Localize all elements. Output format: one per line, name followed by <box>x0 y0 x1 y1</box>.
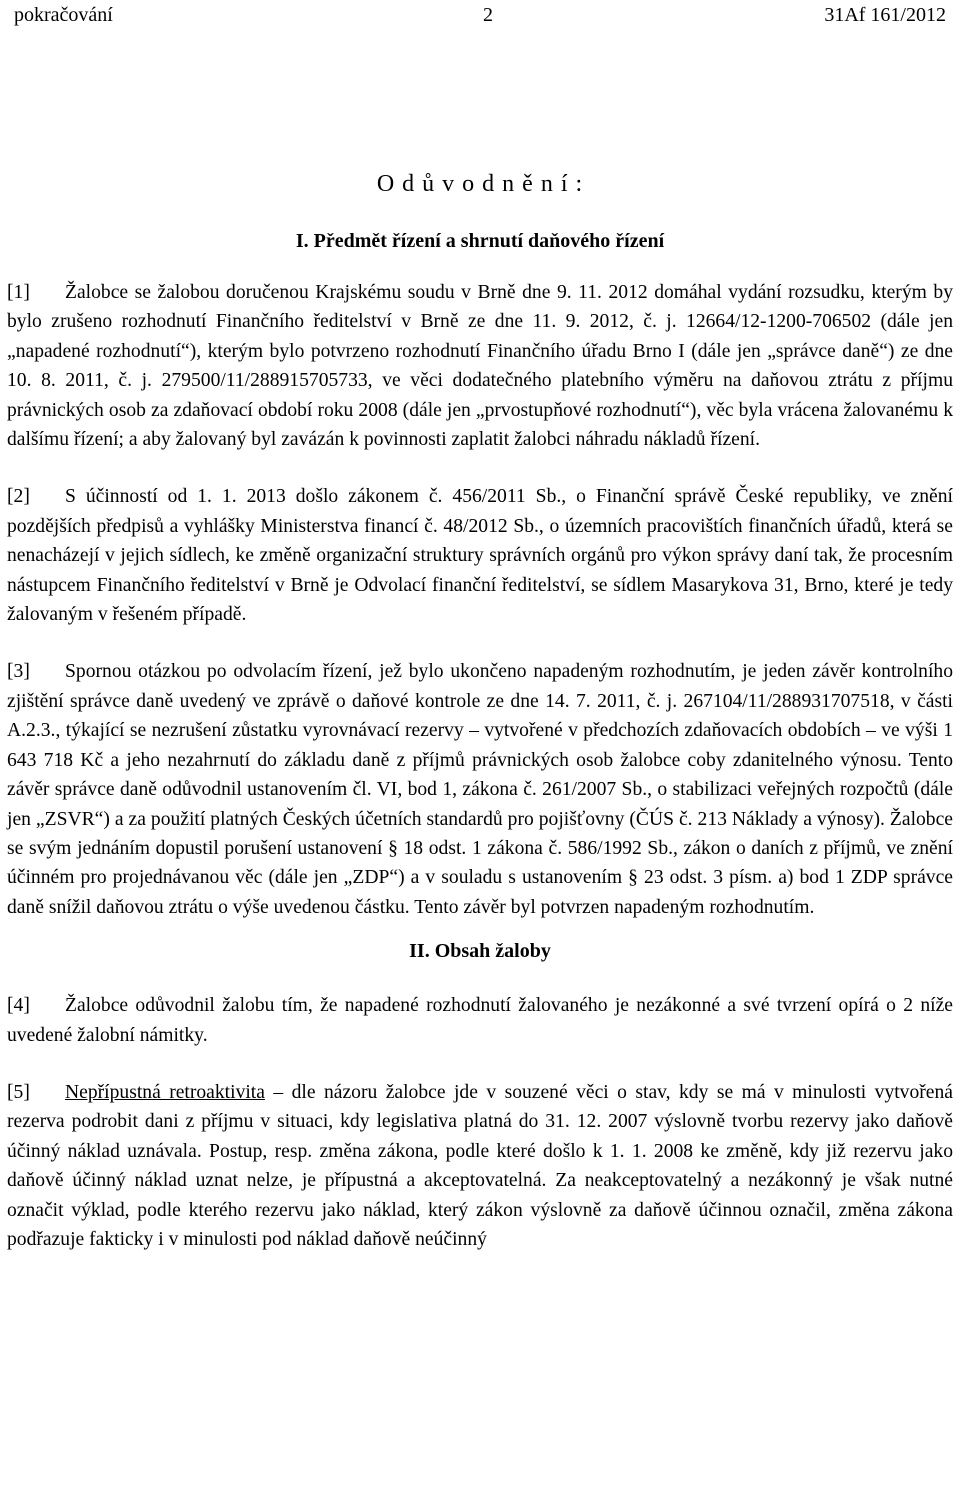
section-heading-II: II. Obsah žaloby <box>409 940 551 963</box>
paragraph-number: [5] <box>7 1081 30 1103</box>
section-heading-I: I. Předmět řízení a shrnutí daňového řízení <box>295 230 665 252</box>
header-case-number: 31Af 161/2012 <box>824 4 946 26</box>
section-title-reasoning: O d ů v o d n ě n í : <box>376 171 584 197</box>
paragraph-5 <box>7 1078 953 1254</box>
paragraph-1 <box>7 278 953 454</box>
paragraph-number: [3] <box>7 661 30 683</box>
paragraph-text: S účinností od 1. 1. 2013 došlo zákonem č. 456/2011 Sb., o Finanční správě České republiky, ve znění pozdějších předpisů a vyhlášky Ministerstva financí č. 48/2012 Sb., o územních pracovištích finančních úřadů, která se nenacházejí v jejich sídlech, ke změně organizační struktury správních orgánů pro výkon správy daní tak, že procesním nástupcem Finančního ředitelství v Brně je Odvolací finanční ředitelství, se sídlem Masarykova 31, Brno, které je tedy žalovaným v řešeném případě. <box>7 486 953 626</box>
paragraph-number: [4] <box>7 995 30 1017</box>
header-page-number: 2 <box>483 4 493 26</box>
paragraph-2 <box>7 482 953 629</box>
paragraph-4 <box>7 991 953 1050</box>
paragraph-number: [1] <box>7 282 30 303</box>
paragraph-text: Žalobce se žalobou doručenou Krajskému soudu v Brně dne 9. 11. 2012 domáhal vydání rozsudku, kterým by bylo zrušeno rozhodnutí Finančního ředitelství v Brně ze dne 11. 9. 2012, č. j. 12664/12-1200-706502 (dále jen „napadené rozhodnutí“), kterým bylo potvrzeno rozhodnutí Finančního úřadu Brno I (dále jen „správce daně“) ze dne 10. 8. 2011, č. j. 279500/11/288915705733, ve věci dodatečného platebního výměru na daňovou ztrátu z příjmu právnických osob za zdaňovací období roku 2008 (dále jen „prvostupňové rozhodnutí“), věc byla vrácena žalovanému k dalšímu řízení; a aby žalovaný byl zavázán k povinnosti zaplatit žalobci náhradu nákladů řízení. <box>7 282 953 451</box>
paragraph-text: – dle názoru žalobce jde v souzené věci o stav, kdy se má v minulosti vytvořená rezerva podrobit dani z příjmu v situaci, kdy legislativa platná do 31. 12. 2007 výslovně tvorbu rezervy jako daňově účinný náklad uznávala. Postup, resp. změna zákona, podle které došlo k 1. 1. 2008 ke změně, kdy již rezervu jako daňově účinný náklad uznat nelze, je přípustná a akceptovatelná. Za neakceptovatelný a nezákonný je však nutné označit výklad, podle kterého rezervu jako náklad, který zákon výslovně za daňově účinnou označil, změna zákona podřazuje fakticky i v minulosti pod náklad daňově neúčinný <box>7 1081 953 1250</box>
page-header <box>7 0 953 32</box>
paragraph-text: Žalobce odůvodnil žalobu tím, že napadené rozhodnutí žalovaného je nezákonné a své tvrzení opírá o 2 níže uvedené žalobní námitky. <box>7 995 953 1046</box>
paragraph-number: [2] <box>7 486 30 508</box>
underlined-term: Nepřípustná retroaktivita <box>65 1081 265 1103</box>
paragraph-3 <box>7 657 953 922</box>
header-continuation: pokračování <box>14 4 113 26</box>
paragraph-text: Spornou otázkou po odvolacím řízení, jež bylo ukončeno napadeným rozhodnutím, je jeden závěr kontrolního zjištění správce daně uvedený ve zprávě o daňové kontrole ze dne 14. 7. 2011, č. j. 267104/11/288931707518, v části A.2.3., týkající se nezrušení zůstatku vyrovnávací rezervy – vytvořené v předchozích zdaňovacích obdobích – ve výši 1 643 718 Kč a jeho nezahrnutí do základu daně z příjmů právnických osob žalobce coby zdanitelného výnosu. Tento závěr správce daně odůvodnil ustanovením čl. VI, bod 1, zákona č. 261/2007 Sb., o stabilizaci veřejných rozpočtů (dále jen „ZSVR“) a za použití platných Českých účetních standardů pro pojišťovny (ČÚS č. 213 Náklady a výnosy). Žalobce se svým jednáním dopustil porušení ustanovení § 18 odst. 1 zákona č. 586/1992 Sb., zákon o daních z příjmů, ve znění účinném pro projednávanou věc (dále jen „ZDP“) a v souladu s ustanovením § 23 odst. 3 písm. a) bod 1 ZDP správce daně snížil daňovou ztrátu o výše uvedenou částku. Tento závěr byl potvrzen napadeným rozhodnutím. <box>7 661 953 918</box>
